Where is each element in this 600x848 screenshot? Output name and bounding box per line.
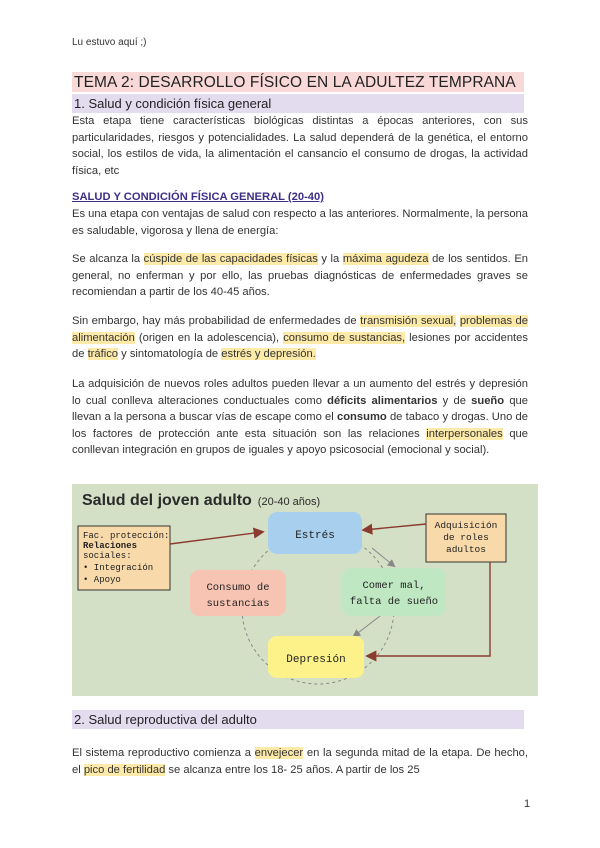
svg-text:• Apoyo: • Apoyo bbox=[83, 575, 121, 585]
svg-text:Comer mal,: Comer mal, bbox=[362, 580, 426, 592]
paragraph-roles: La adquisición de nuevos roles adultos pueden llevar a un aumento del estrés y depresión lo cual conlleva alteraciones conductuales como déficits alimentarios y de sueño que llevan a la persona a buscar vías de escape como el consumo de tabaco y drogas. Uno de los factores de protección ante esta situación son las relaciones interpersonales que conllevan integración en grupos de iguales y apoyo psicosocial (emocional y social). bbox=[72, 378, 529, 457]
paragraph-riesgos: Sin embargo, hay más probabilidad de enfermedades de transmisión sexual, problemas de alimentación (origen en la adolescencia), consumo de sustancias, lesiones por accidentes de tráfico y sintomatología de estrés y depresión. bbox=[72, 315, 529, 361]
paragraph-ventajas: Es una etapa con ventajas de salud con respecto a las anteriores. Normalmente, la persona es saludable, vigorosa y llena de energía: bbox=[72, 208, 528, 237]
section-2-heading: 2. Salud reproductiva del adulto bbox=[74, 712, 257, 727]
svg-text:sustancias: sustancias bbox=[206, 598, 270, 610]
subsection-heading: SALUD Y CONDICIÓN FÍSICA GENERAL (20-40) bbox=[72, 191, 324, 203]
node-comer bbox=[342, 568, 446, 616]
svg-text:Relaciones: Relaciones bbox=[83, 541, 138, 551]
paragraph-reproductivo: El sistema reproductivo comienza a envejecer en la segunda mitad de la etapa. De hecho, el pico de fertilidad se alcanza entre los 18- 25 años. A partir de los 25 bbox=[72, 747, 528, 776]
section-1-heading: 1. Salud y condición física general bbox=[74, 96, 272, 111]
section-1-intro: Esta etapa tiene características biológicas distintas a épocas anteriores, con sus particularidades, riesgos y potencialidades. La salud dependerá de la genética, el entorno social, los estilos de vida, la alimentación el cansancio el consumo de drogas, la actividad física, etc bbox=[72, 115, 528, 177]
svg-text:falta de sueño: falta de sueño bbox=[349, 596, 439, 608]
svg-text:Adquisición: Adquisición bbox=[434, 520, 498, 531]
diagram-title: Salud del joven adulto (20-40 años) bbox=[82, 492, 321, 509]
node-depresion-label: Depresión bbox=[286, 654, 346, 666]
page-title: TEMA 2: DESARROLLO FÍSICO EN LA ADULTEZ TEMPRANA bbox=[74, 74, 516, 91]
svg-text:Consumo de: Consumo de bbox=[206, 582, 270, 594]
page-number: 1 bbox=[524, 798, 531, 810]
svg-text:de roles: de roles bbox=[443, 532, 489, 543]
health-diagram bbox=[72, 484, 538, 696]
svg-text:sociales:: sociales: bbox=[83, 551, 132, 561]
svg-text:Fac. protección:: Fac. protección: bbox=[83, 531, 170, 541]
svg-text:adultos: adultos bbox=[446, 544, 486, 555]
svg-text:• Integración: • Integración bbox=[83, 563, 154, 573]
node-stress-label: Estrés bbox=[295, 530, 335, 542]
paragraph-cuspide: Se alcanza la cúspide de las capacidades físicas y la máxima agudeza de los sentidos. En general, no enferman y por ello, las pruebas diagnósticas de enfermedades graves se recomiendan a partir de los 40-45 años. bbox=[72, 253, 528, 299]
header-note: Lu estuvo aquí ;) bbox=[72, 37, 147, 48]
